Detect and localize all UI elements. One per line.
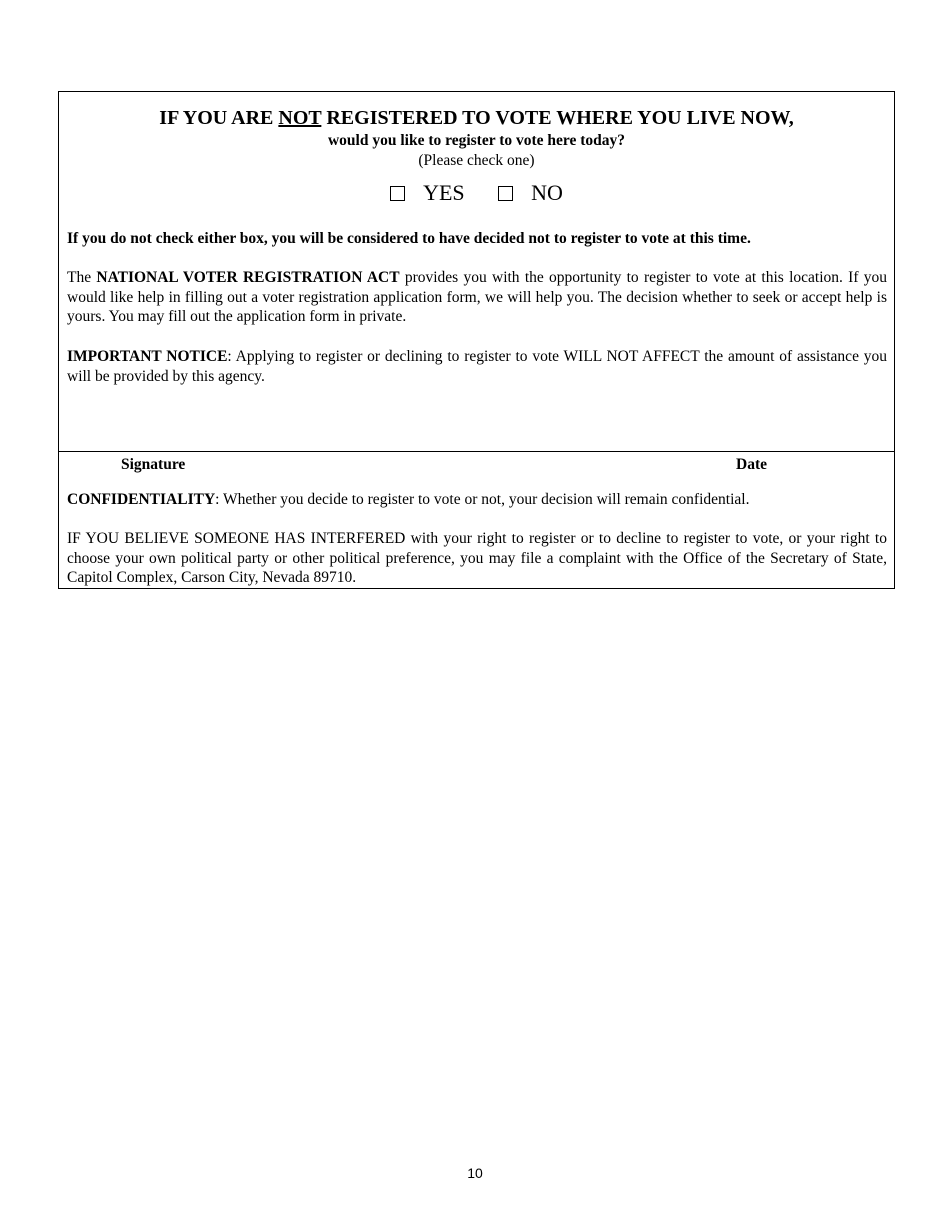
signature-label: Signature [121, 456, 186, 473]
warning-paragraph: If you do not check either box, you will be considered to have decided not to register to vote at this time. [67, 230, 751, 247]
registration-question-section [59, 92, 894, 452]
confidentiality-body: : Whether you decide to register to vote or not, your decision will remain confidential. [215, 491, 750, 508]
yes-label: YES [423, 180, 465, 205]
nvra-body: provides you with the opportunity to register to vote at this location. If you would like help in filling out a voter registration application form, we will help you. The decision whether to seek or accept help is yours. You may fill out the application form in private. [67, 269, 888, 326]
nvra-act-name: NATIONAL VOTER REGISTRATION ACT [96, 269, 400, 286]
no-label: NO [531, 180, 563, 205]
choice-group [59, 180, 894, 207]
headline-end: REGISTERED TO VOTE WHERE YOU LIVE NOW, [321, 107, 794, 129]
headline-start: IF YOU ARE [159, 107, 279, 129]
voter-registration-form [58, 91, 895, 589]
confidentiality-label: CONFIDENTIALITY [67, 491, 216, 508]
nvra-prefix: The [67, 269, 97, 286]
subheadline: would you like to register to vote here today? [327, 132, 626, 149]
nvra-paragraph [67, 268, 887, 327]
interference-paragraph: IF YOU BELIEVE SOMEONE HAS INTERFERED with your right to register or to decline to register to vote, or your right to choose your own political party or other political preference, you may file a complaint with the Office of the Secretary of State, Capitol Complex, Carson City, Nevada 89710. [67, 530, 887, 587]
important-notice-paragraph [67, 347, 887, 386]
important-notice-body: : Applying to register or declining to register to vote WILL NOT AFFECT the amount of assistance you will be provided by this agency. [67, 348, 887, 385]
yes-checkbox[interactable] [390, 186, 405, 201]
important-notice-label: IMPORTANT NOTICE [67, 348, 228, 365]
check-instruction: (Please check one) [418, 152, 535, 169]
date-label: Date [736, 456, 767, 473]
no-checkbox[interactable] [498, 186, 513, 201]
confidentiality-paragraph [67, 490, 887, 510]
headline [59, 106, 894, 130]
page-number: 10 [467, 1165, 483, 1181]
no-option[interactable] [498, 180, 563, 206]
headline-not-underlined: NOT [278, 107, 322, 129]
yes-option[interactable] [390, 180, 465, 206]
